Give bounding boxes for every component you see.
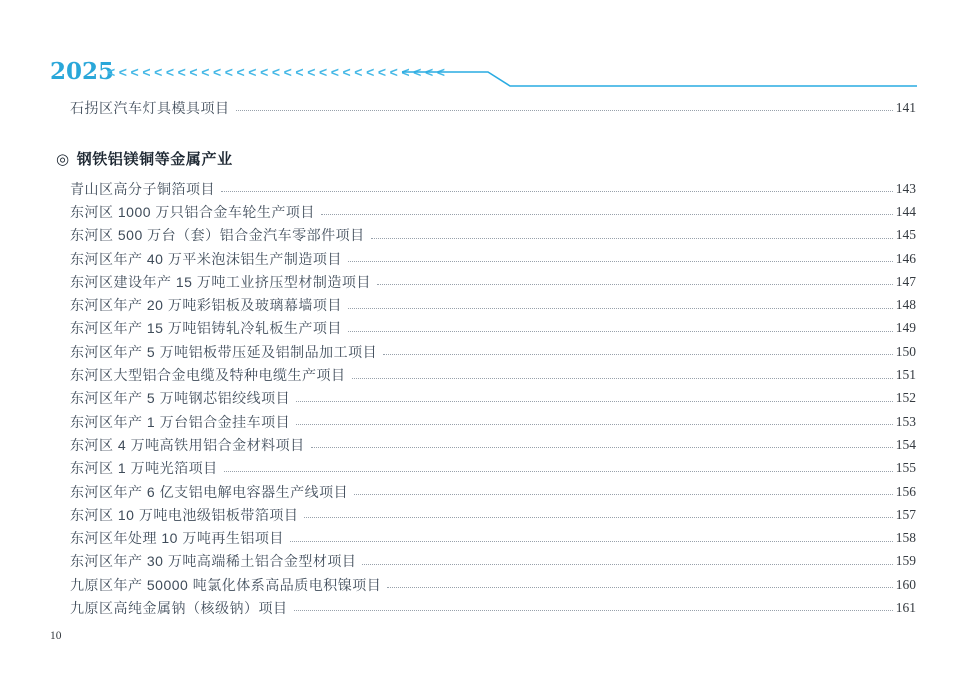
toc-entry-page: 148 [895,297,916,313]
dotted-leader [354,494,893,495]
dotted-leader [224,471,893,472]
toc-entry-row [70,526,916,549]
toc-entry-title: 东河区年产 30 万吨高端稀土铝合金型材项目 [70,553,357,570]
toc-entry-page: 160 [895,576,916,592]
toc-entry-row [70,387,916,410]
dotted-leader [294,610,893,611]
toc-entry-page: 151 [895,367,916,383]
toc-entry-title: 东河区年处理 10 万吨再生铝项目 [70,530,284,547]
toc-entry-title: 九原区年产 50000 吨氯化体系高品质电积镍项目 [70,576,382,593]
toc-entry-page: 141 [895,99,916,115]
toc-entry-title: 青山区高分子铜箔项目 [70,180,215,197]
toc-entry-page: 144 [895,203,916,219]
toc-entry-page: 152 [895,390,916,406]
dotted-leader [321,214,893,215]
toc-entry-page: 150 [895,343,916,359]
toc-entry-row [70,293,916,316]
toc-entry-row [70,200,916,223]
dotted-leader [236,110,893,111]
dotted-leader [387,587,893,588]
toc-list-before-section [70,96,916,119]
toc-entry-row [70,457,916,480]
toc-entry-title: 东河区年产 1 万台铝合金挂车项目 [70,413,291,430]
dotted-leader [348,308,893,309]
toc-entry-row [70,363,916,386]
toc-entry-row [70,317,916,340]
section-heading [56,148,233,169]
toc-entry-row [70,177,916,200]
toc-entry-row [70,410,916,433]
year-label: 2025 [50,58,115,85]
toc-entry-title: 东河区 500 万台（套）铝合金汽车零部件项目 [70,227,365,244]
dotted-leader [290,541,893,542]
toc-entry-page: 156 [895,483,916,499]
dotted-leader [371,238,893,239]
section-title: 钢铁铝镁铜等金属产业 [76,151,233,168]
toc-entry-title: 东河区 10 万吨电池级铝板带箔项目 [70,506,299,523]
toc-entry-page: 149 [895,320,916,336]
toc-entry-page: 159 [895,553,916,569]
toc-entry-row [70,247,916,270]
dotted-leader [383,354,893,355]
toc-entry-page: 147 [895,273,916,289]
toc-entry-page: 146 [895,250,916,266]
dotted-leader [348,331,893,332]
dotted-leader [377,284,893,285]
toc-entry-row [70,550,916,573]
toc-entry-title: 东河区年产 40 万平米泡沫铝生产制造项目 [70,250,342,267]
toc-entry-page: 143 [895,180,916,196]
toc-entry-row [70,503,916,526]
toc-entry-page: 153 [895,413,916,429]
toc-entry-row [70,596,916,619]
toc-entry-page: 145 [895,227,916,243]
toc-entry-title: 东河区年产 20 万吨彩铝板及玻璃幕墙项目 [70,297,342,314]
dotted-leader [304,517,892,518]
toc-entry-row [70,433,916,456]
page-header [0,0,974,95]
toc-entry-page: 154 [895,436,916,452]
chevron-decoration: <<<<<<<<<<<<<<<<<<<<<<<<<<<<< [107,64,449,80]
dotted-leader [352,378,893,379]
toc-entry-title: 东河区大型铝合金电缆及特种电缆生产项目 [70,367,346,384]
dotted-leader [221,191,893,192]
toc-entry-page: 155 [895,460,916,476]
toc-entry-title: 九原区高纯金属钠（核级钠）项目 [70,599,288,616]
dotted-leader [348,261,893,262]
toc-entry-title: 石拐区汽车灯具模具项目 [70,99,230,116]
dotted-leader [296,424,893,425]
dotted-leader [296,401,893,402]
toc-entry-title: 东河区 1 万吨光箔项目 [70,460,218,477]
toc-entry-page: 157 [895,506,916,522]
toc-entry-title: 东河区年产 6 亿支铝电解电容器生产线项目 [70,483,349,500]
toc-entry-row [70,573,916,596]
toc-entry-title: 东河区 1000 万只铝合金车轮生产项目 [70,203,315,220]
toc-entry-title: 东河区年产 5 万吨钢芯铝绞线项目 [70,390,291,407]
toc-entry-title: 东河区年产 15 万吨铝铸轧冷轧板生产项目 [70,320,342,337]
header-rule-line [400,63,920,90]
toc-entry-row [70,270,916,293]
toc-entry-title: 东河区年产 5 万吨铝板带压延及铝制品加工项目 [70,343,378,360]
dotted-leader [362,564,892,565]
toc-entry-title: 东河区建设年产 15 万吨工业挤压型材制造项目 [70,273,371,290]
toc-list [70,177,916,620]
toc-entry-title: 东河区 4 万吨高铁用铝合金材料项目 [70,436,305,453]
dotted-leader [311,447,893,448]
toc-entry-row [70,480,916,503]
toc-entry-page: 161 [895,599,916,615]
toc-entry-row [70,96,916,119]
toc-entry-row [70,224,916,247]
section-bullet-icon: ◎ [56,150,70,168]
page-number: 10 [50,630,62,642]
toc-entry-page: 158 [895,530,916,546]
toc-entry-row [70,340,916,363]
